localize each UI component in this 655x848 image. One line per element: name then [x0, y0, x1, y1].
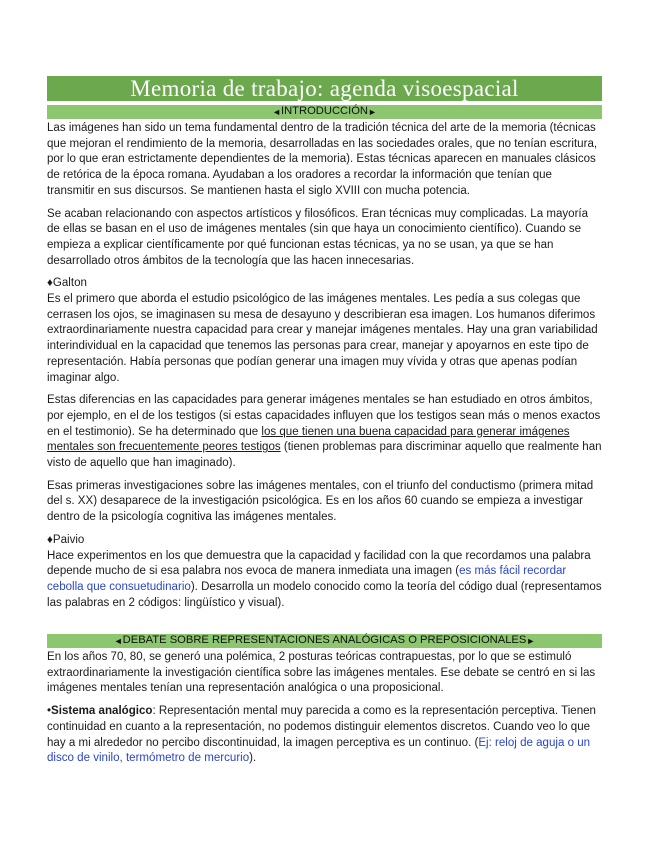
- arrow-right-icon: ►: [368, 106, 377, 117]
- intro-paragraph-1: Las imágenes han sido un tema fundamental dentro de la tradición técnica del arte de la memoria (técnicas que mejoran el rendimiento de la memoria, desarrolladas en las sociedades orales, que no tenían escritura, por lo que eran estrictamente dependientes de la memoria). Estas técnicas aparecen en manuales clásicos de retórica de la época romana. Ayudaban a los oradores a recordar la información que tenían que transmitir en sus discursos. Se mantienen hasta el siglo XVIII con mucha potencia.: [47, 122, 598, 197]
- debate-p2-text-b: ).: [249, 752, 257, 765]
- galton-p2-text-a: Estas diferencias en las capacidades para generar imágenes mentales se han estudiado en otros ámbitos, por ejemplo, en el de los testigos (si estas capacidades influyen que los testigos sean más o menos exactos en el testimonio). Se ha determinado que: [47, 394, 601, 438]
- galton-paragraph-3: Esas primeras investigaciones sobre las imágenes mentales, con el triunfo del conductismo (primera mitad del s. XX) desaparece de la investigación psicológica. Es en los años 60 cuando se empieza a investigar dentro de la psicología cognitiva las imágenes mentales.: [47, 479, 594, 524]
- intro-paragraph-2: Se acaban relacionando con aspectos artísticos y filosóficos. Eran técnicas muy complicadas. La mayoría de ellas se basan en el uso de imágenes mentales (sin que haya un conocimiento científico). Cuando se empieza a explicar científicamente por qué funcionan estas técnicas, ya no se usan, ya que se han desarrollado otros ámbitos de la tecnología que las hacen innecesarias.: [47, 207, 589, 267]
- paivio-p1-text-b: ). Desarrolla un modelo conocido como la teoría del código dual (representamos las palabras en 2 códigos: lingüístico y visual).: [47, 580, 602, 609]
- paivio-p1-example: es más fácil recordar cebolla que consuetudinario: [47, 565, 567, 593]
- debate-content: [47, 650, 602, 774]
- arrow-right-icon: ►: [526, 635, 536, 646]
- paivio-paragraph-1: [47, 549, 602, 612]
- galton-p2-underlined: los que tienen una buena capacidad para generar imágenes mentales son frecuentemente peores testigos: [47, 425, 570, 454]
- arrow-left-icon: ◄: [272, 106, 281, 117]
- section-title-debate: DEBATE SOBRE REPRESENTACIONES ANALÓGICAS O PREPOSICIONALES: [122, 634, 527, 647]
- paivio-p1-text-a: Hace experimentos en los que demuestra que la capacidad y facilidad con la que recordamos una palabra depende mucho de si esa palabra nos evoca de manera inmediata una imagen (: [47, 549, 591, 578]
- arrow-left-icon: ◄: [113, 635, 123, 646]
- debate-p2-example: Ej: reloj de aguja o un disco de vinilo, termómetro de mercurio: [47, 736, 591, 765]
- galton-p2-text-b: (tienen problemas para discriminar aquello que realmente han visto de aquello que han imaginado).: [47, 441, 602, 470]
- term-sistema-analogico: Sistema analógico: [51, 705, 153, 718]
- intro-content: [47, 121, 602, 618]
- galton-paragraph-2: [47, 393, 602, 472]
- page-title: Memoria de trabajo: agenda visoespacial: [130, 76, 519, 101]
- section-header-intro: [47, 105, 602, 119]
- paivio-heading: ♦Paivio: [47, 533, 85, 546]
- title-banner: [47, 76, 602, 101]
- debate-paragraph-2: [47, 704, 602, 767]
- section-header-debate: [47, 634, 602, 648]
- galton-heading: ♦Galton: [47, 277, 87, 290]
- debate-paragraph-1: En los años 70, 80, se generó una polémica, 2 posturas teóricas contrapuestas, por lo que se estimuló extraordinariamente la investigación científica sobre las imágenes mentales. Ese debate se centró en si las imágenes mentales tenían una representación analógica o una proposicional.: [47, 651, 596, 695]
- bullet-icon: •: [47, 705, 52, 718]
- debate-p2-text-a: : Representación mental muy parecida a como es la representación perceptiva. Tienen continuidad en cuanto a la representación, no podemos distinguir elementos discretos. Cuando veo lo que hay a mi alrededor no percibo discontinuidad, la imagen perceptiva es un continuo. (: [47, 705, 596, 749]
- section-title-intro: INTRODUCCIÓN: [280, 105, 368, 118]
- galton-paragraph-1: Es el primero que aborda el estudio psicológico de las imágenes mentales. Les pedía a sus colegas que cerrasen los ojos, se imaginasen su mesa de desayuno y describieran esa imagen. Los humanos diferimos extraordinariamente nuestra capacidad para crear y manejar imágenes mentales. Hay una gran variabilidad interindividual en la capacidad que tenemos las personas para crear, manejar y apoyarnos en este tipo de representación. Había personas que podían generar una imagen muy vívida y otras que apenas podían imaginar algo.: [47, 293, 598, 384]
